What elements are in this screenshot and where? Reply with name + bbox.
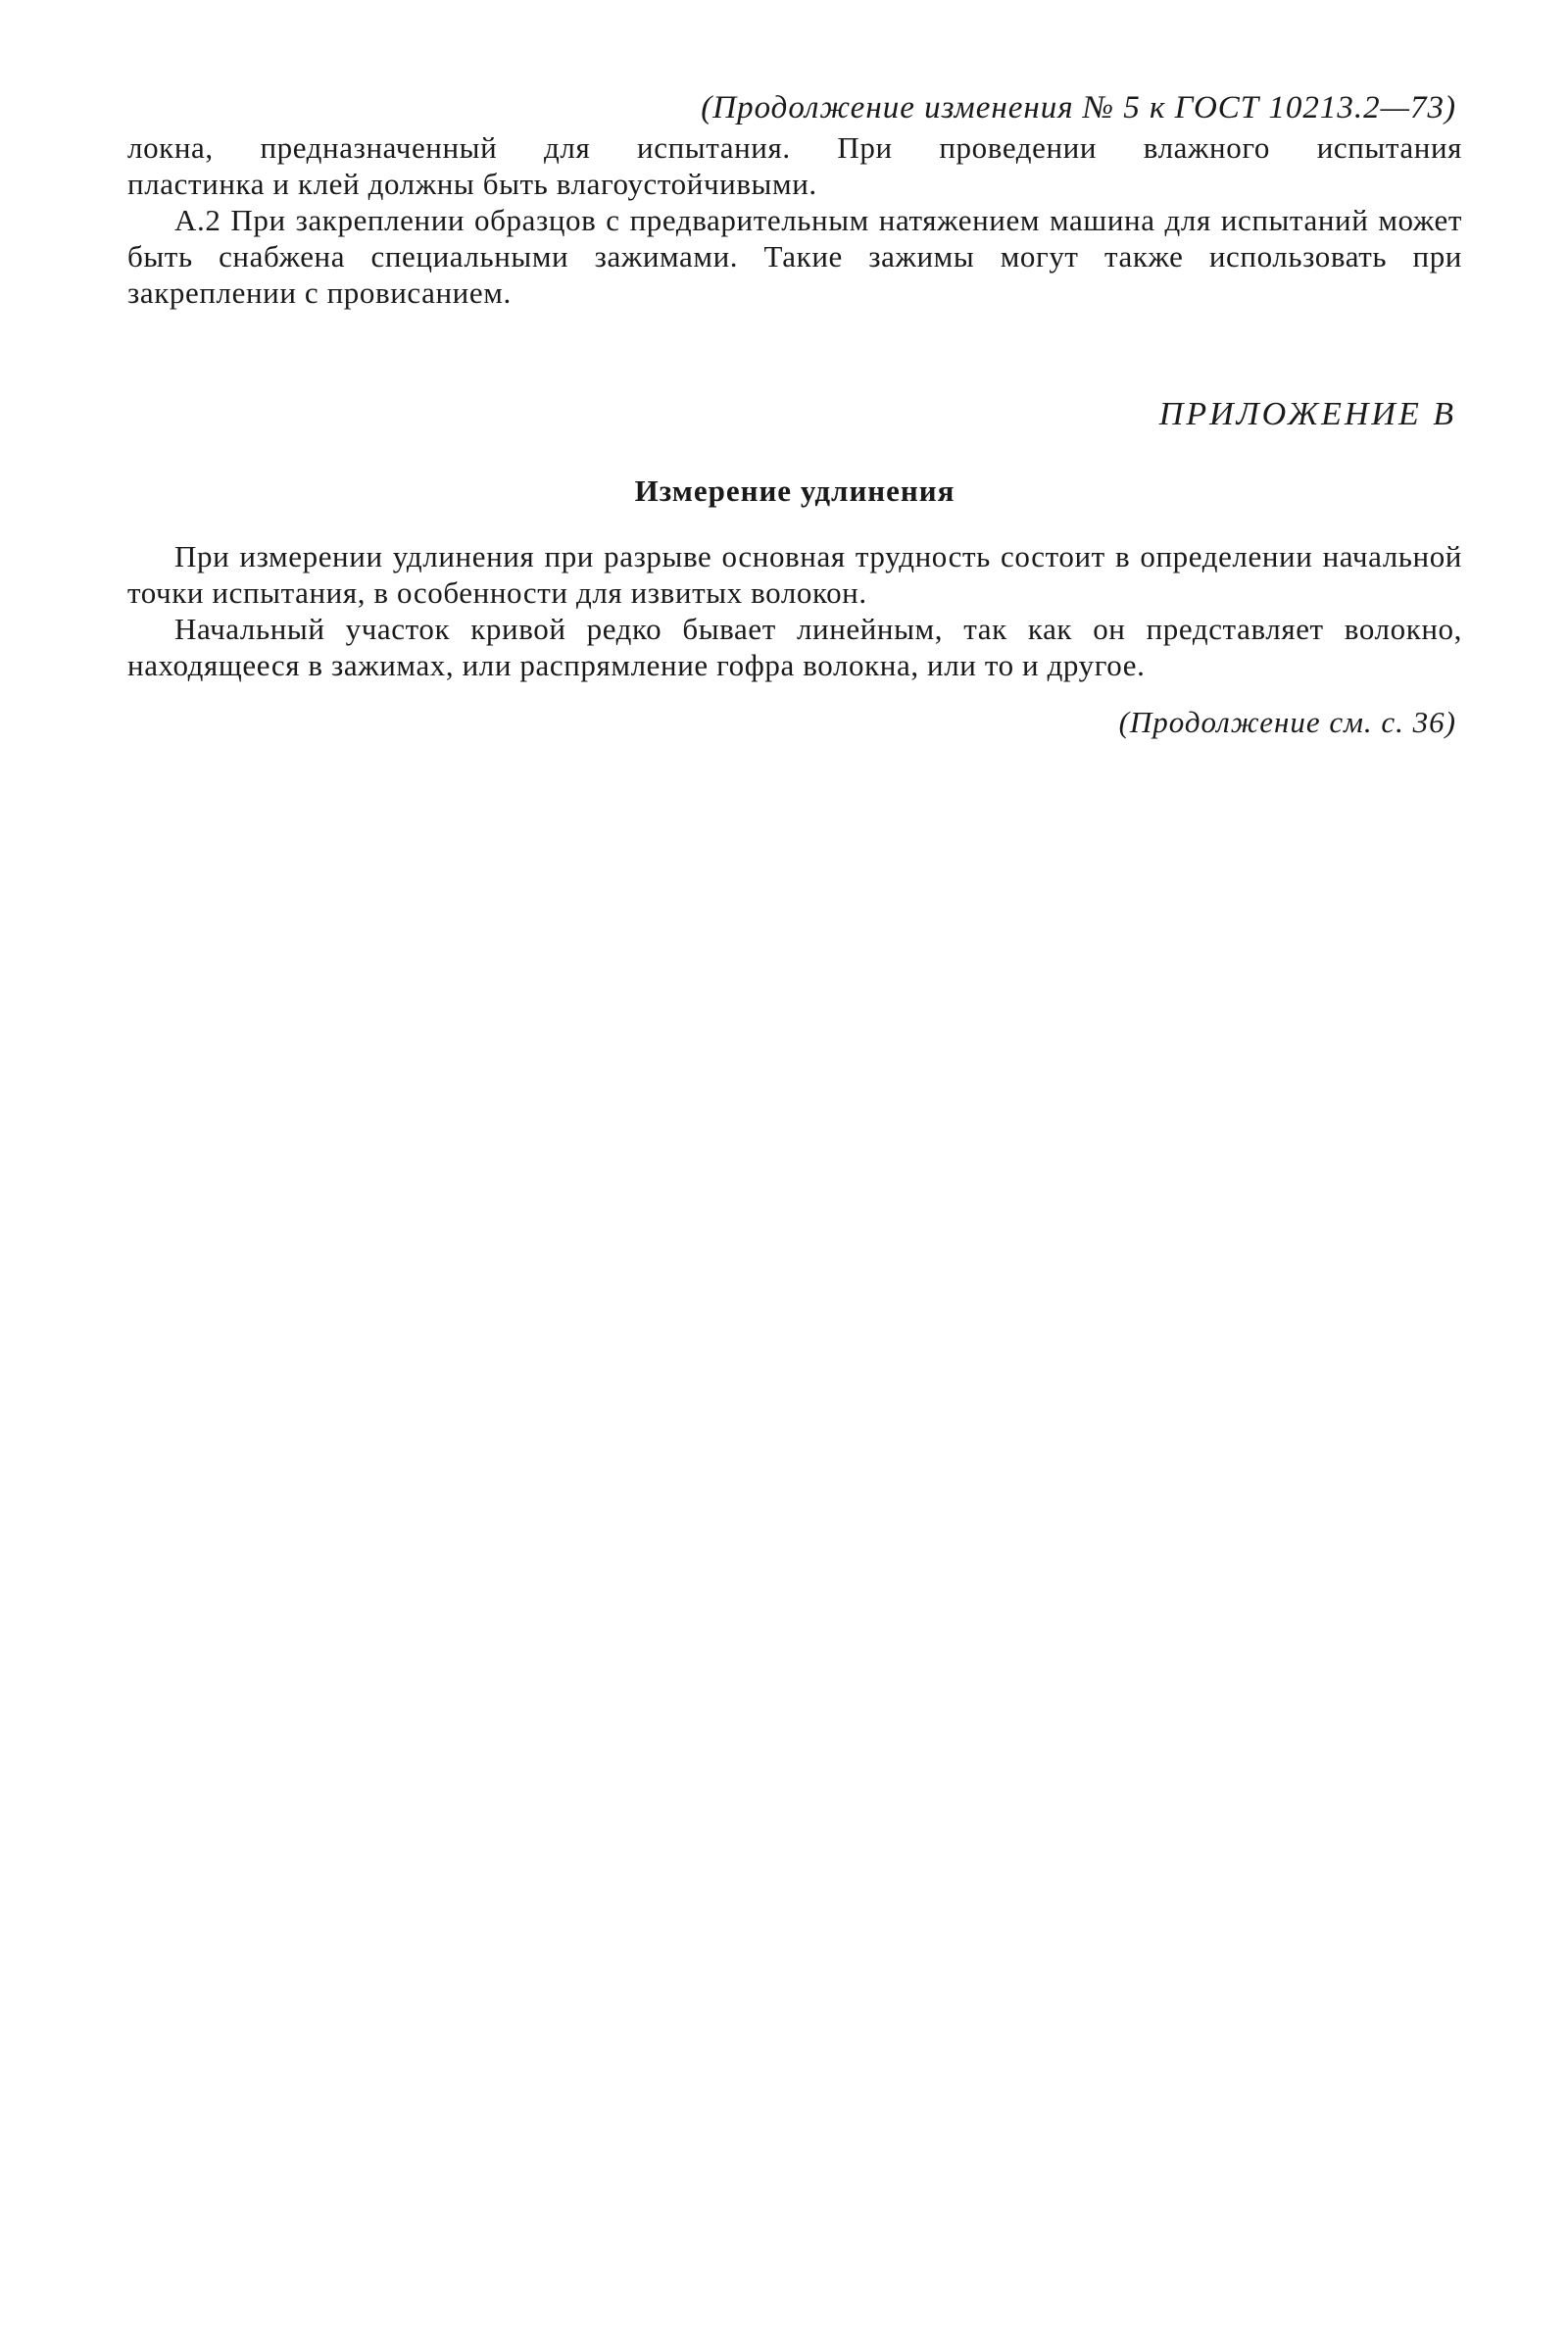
document-page bbox=[127, 86, 1462, 742]
paragraph-a2: А.2 При закреплении образцов с предварительным натяжением машина для испытаний может быть снабжена специальными зажимами. Такие зажимы могут также использовать при закреплении с провисанием. bbox=[127, 203, 1462, 310]
continuation-header: (Продолжение изменения № 5 к ГОСТ 10213.2—73) bbox=[701, 90, 1456, 125]
paragraph-a1-continued-line2: пластинка и клей должны быть влагоустойчивыми. bbox=[127, 167, 817, 201]
appendix-title: ПРИЛОЖЕНИЕ В bbox=[1158, 396, 1456, 432]
continuation-footer: (Продолжение см. с. 36) bbox=[1118, 705, 1456, 739]
appendix-paragraph-2: Начальный участок кривой редко бывает линейным, так как он представляет волокно, находящееся в зажимах, или распрямление гофра волокна, или то и другое. bbox=[127, 612, 1462, 682]
section-heading: Измерение удлинения bbox=[634, 473, 956, 508]
paragraph-a1-continued-line1: локна, предназначенный для испытания. При проведении влажного испытания bbox=[127, 130, 1462, 165]
appendix-paragraph-1: При измерении удлинения при разрыве основная трудность состоит в определении начальной точки испытания, в особенности для извитых волокон. bbox=[127, 539, 1462, 610]
